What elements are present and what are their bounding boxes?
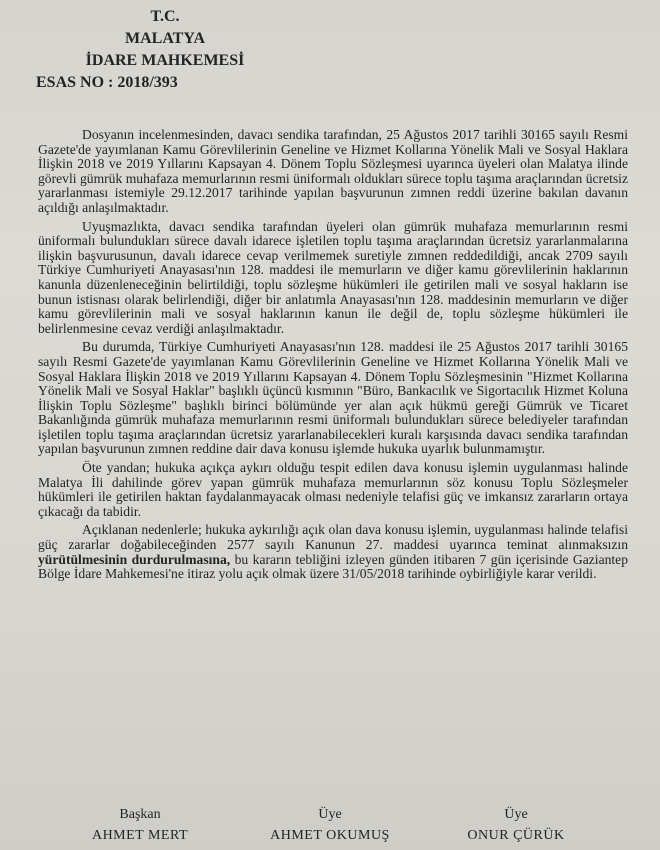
- header-court: İDARE MAHKEMESİ: [85, 52, 245, 69]
- signature-member-1: [230, 804, 430, 846]
- header-city: MALATYA: [124, 30, 205, 47]
- signature-role: Üye: [504, 807, 528, 822]
- paragraph-2: Uyuşmazlıkta, davacı sendika tarafından üyeleri olan gümrük muhafaza memurlarının resmi üniformalı bulundukları sürece davalı idarece işletilen toplu taşıma araçlarından ücretsiz yararlanmalarına ilişkin başvurusunun, davalı idarece cevap verilmemek suretiyle zımnen reddedildiği, ancak 2709 sayılı Türkiye Cumhuriyeti Anayasası'nın 128. maddesi ile memurların ve diğer kamu görevlilerinin haklarının kanunla düzenleneceğinin belirtildiği, toplu sözleşme hükümleri ile getirilen mali ve sosyal hakların ise bunun istisnası olarak belirlendiği, diğer bir anlatımla Anayasası'nın 128. maddesinin memurların ve diğer kamu görevlilerinin mali ve sosyal haklarının kanun ile değil de, toplu sözleşme hükümleri ile belirlenmesine cevaz verdiği anlaşılmaktadır.: [38, 218, 628, 336]
- document-header: [0, 6, 330, 94]
- signature-name: ONUR ÇÜRÜK: [467, 828, 565, 843]
- document-body: [38, 128, 628, 586]
- signature-name: AHMET MERT: [91, 828, 189, 843]
- decision-text-before: Açıklanan nedenlerle; hukuka aykırılığı açık olan dava konusu işlemin, uygulanması halinde telafisi güç zararlar doğabileceğinden 2577 sayılı Kanunun 27. maddesi uyarınca teminat alınmaksızın: [38, 522, 628, 553]
- paragraph-4: Öte yandan; hukuka açıkça aykırı olduğu tespit edilen dava konusu işlemin uygulanması halinde Malatya İli dahilinde görev yapan gümrük muhafaza memurlarının söz konusu Toplu Sözleşmeler hükümleri ile getirilen haktan faydalanmayacak olması nedeniyle telafisi güç ve imkansız zararların ortaya çıkacağı da tabidir.: [38, 460, 628, 519]
- signature-chair: [40, 804, 240, 846]
- case-number: [0, 72, 330, 94]
- paragraph-1: Dosyanın incelenmesinden, davacı sendika tarafından, 25 Ağustos 2017 tarihli 30165 sayılı Resmi Gazete'de yayımlanan Kamu Görevlilerinin Geneline ve Hizmet Kollarına Yönelik Mali ve Sosyal Haklara İlişkin 2018 ve 2019 Yıllarını Kapsayan 4. Dönem Toplu Sözleşmesi uyarınca üyeleri olan Malatya ilinde görevli gümrük muhafaza memurlarının resmi üniformalı oldukları sürece toplu taşıma araçlarından ücretsiz yararlanması istemiyle 29.12.2017 tarihinde yapılan başvurunun zımnen reddi üzerine bakılan davanın açıldığı anlaşılmaktadır.: [38, 127, 628, 215]
- signature-role: Üye: [318, 807, 342, 822]
- paragraph-3: Bu durumda, Türkiye Cumhuriyeti Anayasası'nın 128. maddesi ile 25 Ağustos 2017 tarihli 30165 sayılı Resmi Gazete'de yayımlanan Kamu Görevlilerinin Geneline ve Hizmet Kollarına Yönelik Mali ve Sosyal Haklara İlişkin 2018 ve 2019 Yıllarını Kapsayan 4. Dönem Toplu Sözleşmesinin "Hizmet Kollarına Yönelik Mali ve Sosyal Haklar" başlıklı üçüncü kısmının "Büro, Bankacılık ve Sigortacılık Hizmet Koluna İlişkin Toplu Sözleşme" başlıklı birinci bölümünde yer alan açık hükmü gereği Gümrük ve Ticaret Bakanlığında gümrük muhafaza memurlarının resmi üniformalı bulundukları sürece belediyeler tarafından işletilen toplu taşıma araçlarından ücretsiz yararlanabilecekleri kuralı karşısında davacı sendika tarafından yapılan başvurunun zımnen reddine dair dava konusu işlemde hukuka uyarlık bulunmamıştır.: [38, 339, 628, 457]
- decision-bold-text: yürütülmesinin durdurulmasına,: [38, 551, 231, 567]
- header-tc: T.C.: [150, 8, 180, 25]
- paragraph-5-decision: [38, 523, 628, 581]
- decision-text-after: bu kararın tebliğini izleyen günden itibaren 7 gün içerisinde Gaziantep Bölge İdare Mahkemesi'ne itiraz yolu açık olmak üzere 31/05/2018 tarihinde oybirliğiyle karar verildi.: [38, 551, 629, 582]
- case-number-label: ESAS NO :: [36, 74, 114, 91]
- case-number-value: 2018/393: [117, 74, 178, 91]
- signature-member-2: [416, 804, 616, 846]
- signature-role: Başkan: [119, 807, 161, 822]
- signature-name: AHMET OKUMUŞ: [270, 828, 390, 843]
